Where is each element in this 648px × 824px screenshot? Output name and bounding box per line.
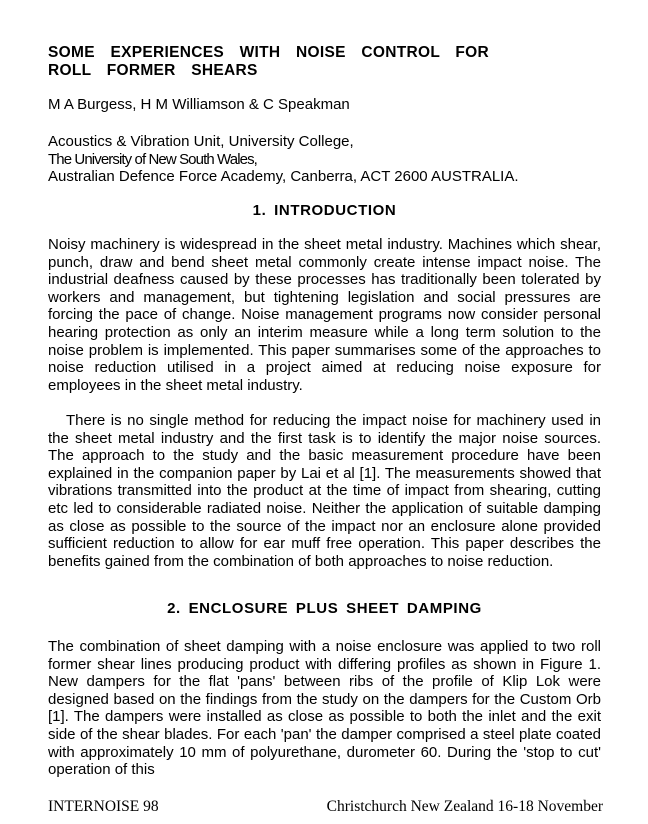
title-line-2: ROLL FORMER SHEARS — [48, 62, 258, 79]
title-line-1: SOME EXPERIENCES WITH NOISE CONTROL FOR — [48, 44, 490, 61]
footer-location-date: Christchurch New Zealand 16-18 November — [326, 798, 603, 815]
section-1-paragraph-2 — [48, 412, 601, 570]
affiliation-unit: Acoustics & Vibration Unit, University College, — [48, 133, 354, 150]
section-1-paragraph-1: Noisy machinery is widespread in the sheet metal industry. Machines which shear, punch, draw and bend sheet metal commonly create intense impact noise. The industrial deafness caused by these processes has traditionally been tolerated by workers and management, but tightening legislation and social pressures are forcing the pace of change. Noise management programs now consider personal hearing protection as only an interim measure while a long term solution to the noise problem is implemented. This paper summarises some of the approaches to noise reduction utilised in a project aimed at reducing noise exposure for employees in the sheet metal industry. — [48, 236, 601, 394]
affiliation-line-2: Australian Defence Force Academy, Canberra, ACT 2600 AUSTRALIA. — [48, 168, 519, 185]
section-1-paragraph-2-text: There is no single method for reducing the impact noise for machinery used in the sheet metal industry and the first task is to identify the major noise sources. The approach to the study and the basic measurement procedure have been explained in the companion paper by Lai et al [1]. The measurements showed that vibrations transmitted into the product at the time of impact from shearing, cutting etc led to considerable radiated noise. Neither the application of suitable damping as close as possible to the source of the impact nor an enclosure alone provided sufficient reduction to allow for ear muff free operation. This paper describes the benefits gained from the combination of both approaches to noise reduction. — [48, 412, 601, 570]
section-2-paragraph-1: The combination of sheet damping with a noise enclosure was applied to two roll former shear lines producing product with differing profiles as shown in Figure 1. New dampers for the flat 'pans' between ribs of the profile of Klip Lok were designed based on the findings from the study on the dampers for the Custom Orb [1]. The dampers were installed as close as possible to both the inlet and the exit side of the shear blades. For each 'pan' the damper comprised a steel plate coated with approximately 10 mm of polyurethane, durometer 60. During the 'stop to cut' operation of this — [48, 638, 601, 779]
affiliation-line-1 — [48, 133, 608, 168]
section-1-heading: 1. INTRODUCTION — [252, 202, 397, 219]
footer-conference: INTERNOISE 98 — [48, 798, 159, 815]
paper-title — [48, 44, 489, 80]
affiliation — [48, 133, 608, 186]
authors: M A Burgess, H M Williamson & C Speakman — [48, 96, 350, 113]
section-2-heading: 2. ENCLOSURE PLUS SHEET DAMPING — [167, 600, 482, 617]
affiliation-university: The University of New South Wales, — [48, 150, 257, 168]
